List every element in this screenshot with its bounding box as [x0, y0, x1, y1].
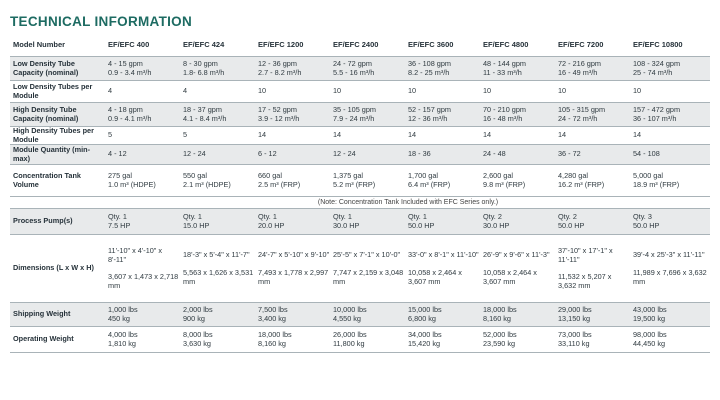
spec-cell [333, 57, 408, 81]
spec-cell [183, 57, 258, 81]
spec-row [10, 327, 710, 353]
row-label: Low Density Tube Capacity (nominal) [10, 57, 108, 81]
cell-value-secondary: 1,810 kg [108, 338, 136, 348]
cell-value-secondary: 2.7 - 8.2 m³/h [258, 67, 302, 77]
cell-value-secondary: 3,630 kg [183, 338, 211, 348]
spec-cell [258, 235, 333, 303]
cell-value-secondary: 33,110 kg [558, 338, 590, 348]
cell-value-primary: Qty. 1 [333, 212, 352, 222]
cell-value-secondary: 24 - 72 m³/h [558, 113, 598, 123]
cell-value-primary: 26,000 lbs [333, 330, 367, 340]
spec-cell [408, 127, 483, 145]
cell-value-secondary: 5.2 m³ (FRP) [333, 179, 376, 189]
spec-cell [258, 127, 333, 145]
cell-value-secondary: 6,800 kg [408, 313, 436, 323]
cell-value-primary: 14 [483, 130, 492, 140]
cell-value-secondary: 11,532 x 5,207 x 3,632 mm [558, 272, 612, 290]
cell-value-primary: 1,000 lbs [108, 305, 138, 315]
spec-cell [558, 327, 633, 353]
cell-value-primary: 14 [408, 130, 417, 140]
cell-value-primary: 4 [183, 86, 188, 96]
cell-value-primary: 10 [483, 86, 492, 96]
cell-value-primary: 24 - 72 gpm [333, 58, 372, 68]
spec-cell [258, 165, 333, 197]
cell-value-secondary: 50.0 HP [633, 220, 660, 230]
row-label: Concentration Tank Volume [10, 165, 108, 197]
cell-value-primary: 10 [258, 86, 267, 96]
spec-row [10, 127, 710, 145]
model-number-label: Model Number [10, 34, 108, 57]
cell-value-primary: 550 gal [183, 171, 207, 181]
model-header: EF/EFC 3600 [408, 34, 483, 57]
spec-cell [258, 209, 333, 235]
technical-info-table [10, 34, 710, 353]
spec-cell [408, 103, 483, 127]
cell-value-primary: Qty. 2 [483, 212, 502, 222]
cell-value-primary: 72 - 216 gpm [558, 58, 601, 68]
cell-value-primary: 10 [633, 86, 642, 96]
spec-cell [558, 103, 633, 127]
cell-value-primary: 108 - 324 gpm [633, 58, 681, 68]
spec-cell [558, 303, 633, 327]
cell-value-secondary: 7,493 x 1,778 x 2,997 mm [258, 267, 329, 286]
note-row [10, 197, 710, 209]
cell-value-secondary: 0.9 - 3.4 m³/h [108, 67, 152, 77]
spec-cell [108, 145, 183, 165]
cell-value-secondary: 25 - 74 m³/h [633, 67, 673, 77]
cell-value-primary: 14 [633, 130, 642, 140]
cell-value-secondary: 12 - 36 m³/h [408, 113, 448, 123]
spec-cell [483, 209, 558, 235]
spec-cell [183, 165, 258, 197]
cell-value-secondary: 2.5 m³ (FRP) [258, 179, 301, 189]
row-label: Module Quantity (min-max) [10, 145, 108, 165]
spec-row [10, 81, 710, 103]
row-label: Dimensions (L x W x H) [10, 235, 108, 303]
cell-value-secondary: 5.5 - 16 m³/h [333, 67, 375, 77]
cell-value-primary: 14 [333, 130, 342, 140]
spec-cell [633, 145, 710, 165]
spec-cell [333, 145, 408, 165]
cell-value-primary: 7,500 lbs [258, 305, 288, 315]
spec-cell [333, 127, 408, 145]
cell-value-secondary: 7.9 - 24 m³/h [333, 113, 375, 123]
model-header: EF/EFC 4800 [483, 34, 558, 57]
cell-value-primary: 54 - 108 [633, 149, 660, 159]
cell-value-primary: 6 - 12 [258, 149, 277, 159]
spec-cell [633, 165, 710, 197]
spec-cell [333, 165, 408, 197]
spec-cell [108, 57, 183, 81]
spec-cell [258, 57, 333, 81]
cell-value-primary: 73,000 lbs [558, 330, 592, 340]
spec-row [10, 103, 710, 127]
cell-value-primary: Qty. 2 [558, 212, 577, 222]
spec-cell [483, 145, 558, 165]
cell-value-primary: 2,000 lbs [183, 305, 213, 315]
cell-value-primary: 11'-10" x 4'-10" x 8'-11" [108, 246, 163, 264]
spec-cell [408, 57, 483, 81]
cell-value-secondary: 10,058 x 2,464 x 3,607 mm [408, 267, 462, 286]
cell-value-primary: Qty. 1 [408, 212, 427, 222]
row-label: Low Density Tubes per Module [10, 81, 108, 103]
spec-cell [408, 327, 483, 353]
cell-value-primary: 12 - 24 [333, 149, 356, 159]
cell-value-secondary: 13,150 kg [558, 313, 591, 323]
model-header: EF/EFC 7200 [558, 34, 633, 57]
spec-cell [633, 327, 710, 353]
spec-cell [183, 235, 258, 303]
spec-cell [108, 209, 183, 235]
cell-value-secondary: 3,607 x 1,473 x 2,718 mm [108, 272, 179, 290]
cell-value-secondary: 5,563 x 1,626 x 3,531 mm [183, 267, 254, 286]
spec-cell [633, 235, 710, 303]
spec-cell [558, 209, 633, 235]
cell-value-primary: 26'-9" x 9'-6" x 11'-3" [483, 250, 550, 260]
cell-value-primary: 1,375 gal [333, 171, 364, 181]
cell-value-secondary: 44,450 kg [633, 338, 666, 348]
spec-cell [483, 235, 558, 303]
spec-cell [408, 81, 483, 103]
cell-value-primary: 2,600 gal [483, 171, 514, 181]
row-label: High Density Tubes per Module [10, 127, 108, 145]
spec-cell [633, 103, 710, 127]
cell-value-secondary: 6.4 m³ (FRP) [408, 179, 451, 189]
cell-value-secondary: 7.5 HP [108, 220, 131, 230]
cell-value-secondary: 30.0 HP [333, 220, 360, 230]
cell-value-secondary: 3,400 kg [258, 313, 286, 323]
spec-cell [408, 303, 483, 327]
cell-value-primary: 37'-10" x 17'-1" x 11'-11" [558, 246, 613, 264]
cell-value-secondary: 16.2 m³ (FRP) [558, 179, 605, 189]
spec-cell [333, 235, 408, 303]
cell-value-secondary: 2.1 m³ (HDPE) [183, 179, 231, 189]
cell-value-primary: 660 gal [258, 171, 282, 181]
cell-value-primary: 52,000 lbs [483, 330, 517, 340]
cell-value-primary: 36 - 108 gpm [408, 58, 451, 68]
spec-cell [183, 303, 258, 327]
cell-value-primary: 36 - 72 [558, 149, 581, 159]
spec-cell [558, 165, 633, 197]
spec-cell [258, 145, 333, 165]
cell-value-secondary: 15,420 kg [408, 338, 441, 348]
spec-cell [483, 127, 558, 145]
cell-value-primary: 14 [558, 130, 567, 140]
spec-cell [183, 209, 258, 235]
cell-value-primary: 24 - 48 [483, 149, 506, 159]
cell-value-primary: 43,000 lbs [633, 305, 667, 315]
spec-cell [558, 81, 633, 103]
spec-cell [408, 235, 483, 303]
cell-value-primary: 10 [558, 86, 567, 96]
row-label: Shipping Weight [10, 303, 108, 327]
cell-value-primary: 14 [258, 130, 267, 140]
cell-value-secondary: 0.9 - 4.1 m³/h [108, 113, 152, 123]
cell-value-primary: 12 - 36 gpm [258, 58, 297, 68]
spec-cell [483, 165, 558, 197]
spec-cell [183, 145, 258, 165]
cell-value-primary: 4,280 gal [558, 171, 589, 181]
cell-value-primary: 24'-7" x 5'-10" x 9'-10" [258, 250, 330, 260]
spec-cell [333, 81, 408, 103]
spec-cell [633, 81, 710, 103]
cell-value-secondary: 50.0 HP [408, 220, 435, 230]
cell-value-primary: 35 - 105 gpm [333, 104, 376, 114]
row-label: Process Pump(s) [10, 209, 108, 235]
spec-cell [483, 103, 558, 127]
spec-cell [483, 57, 558, 81]
cell-value-secondary: 900 kg [183, 313, 205, 323]
spec-cell [408, 209, 483, 235]
cell-value-primary: 10 [408, 86, 417, 96]
cell-value-primary: 10,000 lbs [333, 305, 367, 315]
cell-value-secondary: 11,800 kg [333, 338, 365, 348]
spec-cell [258, 103, 333, 127]
cell-value-primary: 15,000 lbs [408, 305, 442, 315]
cell-value-primary: 5,000 gal [633, 171, 664, 181]
spec-cell [108, 81, 183, 103]
cell-value-secondary: 8,160 kg [258, 338, 286, 348]
spec-cell [483, 81, 558, 103]
cell-value-primary: 52 - 157 gpm [408, 104, 451, 114]
spec-row [10, 57, 710, 81]
cell-value-secondary: 50.0 HP [558, 220, 585, 230]
cell-value-secondary: 19,500 kg [633, 313, 666, 323]
cell-value-secondary: 11,989 x 7,696 x 3,632 mm [633, 267, 707, 286]
spec-cell [558, 127, 633, 145]
spec-cell [633, 57, 710, 81]
cell-value-secondary: 3.9 - 12 m³/h [258, 113, 300, 123]
model-header: EF/EFC 10800 [633, 34, 710, 57]
spec-cell [258, 81, 333, 103]
note-spacer [10, 197, 108, 209]
spec-cell [558, 145, 633, 165]
cell-value-primary: 4 - 15 gpm [108, 58, 143, 68]
spec-cell [483, 303, 558, 327]
cell-value-primary: 39'-4 x 25'-3" x 11'-11" [633, 250, 705, 260]
spec-cell [108, 303, 183, 327]
spec-row [10, 235, 710, 303]
cell-value-primary: 18'-3" x 5'-4" x 11'-7" [183, 250, 250, 260]
cell-value-secondary: 20.0 HP [258, 220, 285, 230]
cell-value-primary: Qty. 1 [258, 212, 277, 222]
cell-value-primary: 4,000 lbs [108, 330, 138, 340]
spec-cell [183, 127, 258, 145]
spec-cell [183, 103, 258, 127]
cell-value-primary: 4 [108, 86, 113, 96]
cell-value-primary: 17 - 52 gpm [258, 104, 297, 114]
spec-cell [108, 165, 183, 197]
cell-value-primary: 25'-5" x 7'-1" x 10'-0" [333, 250, 401, 260]
spec-cell [108, 127, 183, 145]
spec-cell [558, 235, 633, 303]
cell-value-primary: 29,000 lbs [558, 305, 592, 315]
spec-cell [333, 209, 408, 235]
spec-row [10, 145, 710, 165]
cell-value-secondary: 36 - 107 m³/h [633, 113, 677, 123]
spec-cell [408, 145, 483, 165]
cell-value-primary: Qty. 1 [183, 212, 202, 222]
cell-value-secondary: 4.1 - 8.4 m³/h [183, 113, 227, 123]
cell-value-primary: 18 - 36 [408, 149, 431, 159]
spec-cell [483, 327, 558, 353]
spec-cell [558, 57, 633, 81]
spec-cell [333, 103, 408, 127]
cell-value-secondary: 9.8 m³ (FRP) [483, 179, 526, 189]
spec-cell [108, 103, 183, 127]
cell-value-primary: 18 - 37 gpm [183, 104, 222, 114]
row-label: High Density Tube Capacity (nominal) [10, 103, 108, 127]
cell-value-secondary: 8.2 - 25 m³/h [408, 67, 450, 77]
spec-row [10, 303, 710, 327]
spec-cell [108, 327, 183, 353]
spec-cell [333, 303, 408, 327]
spec-cell [183, 81, 258, 103]
cell-value-primary: 48 - 144 gpm [483, 58, 526, 68]
spec-cell [258, 303, 333, 327]
cell-value-primary: 34,000 lbs [408, 330, 442, 340]
cell-value-secondary: 1.0 m³ (HDPE) [108, 179, 156, 189]
cell-value-secondary: 450 kg [108, 313, 130, 323]
cell-value-secondary: 10,058 x 2,464 x 3,607 mm [483, 267, 537, 286]
cell-value-primary: 1,700 gal [408, 171, 439, 181]
cell-value-primary: 70 - 210 gpm [483, 104, 526, 114]
spec-cell [408, 165, 483, 197]
cell-value-secondary: 15.0 HP [183, 220, 210, 230]
cell-value-primary: 8 - 30 gpm [183, 58, 218, 68]
cell-value-secondary: 23,590 kg [483, 338, 516, 348]
cell-value-primary: 18,000 lbs [483, 305, 517, 315]
cell-value-secondary: 7,747 x 2,159 x 3,048 mm [333, 267, 404, 286]
cell-value-primary: 4 - 18 gpm [108, 104, 143, 114]
spec-cell [108, 235, 183, 303]
cell-value-secondary: 16 - 48 m³/h [483, 113, 523, 123]
cell-value-primary: 18,000 lbs [258, 330, 292, 340]
page-title: TECHNICAL INFORMATION [10, 14, 193, 29]
spec-cell [258, 327, 333, 353]
cell-value-primary: 33'-0" x 8'-1" x 11'-10" [408, 250, 479, 260]
spec-cell [183, 327, 258, 353]
cell-value-secondary: 4,550 kg [333, 313, 361, 323]
cell-value-primary: Qty. 1 [108, 212, 127, 222]
header-row [10, 34, 710, 57]
cell-value-secondary: 16 - 49 m³/h [558, 67, 598, 77]
spec-cell [633, 303, 710, 327]
cell-value-secondary: 8,160 kg [483, 313, 511, 323]
cell-value-primary: 10 [333, 86, 342, 96]
model-header: EF/EFC 2400 [333, 34, 408, 57]
cell-value-primary: 8,000 lbs [183, 330, 213, 340]
tank-note: (Note: Concentration Tank Included with EFC Series only.) [108, 197, 710, 209]
cell-value-secondary: 18.9 m³ (FRP) [633, 179, 680, 189]
spec-cell [333, 327, 408, 353]
model-header: EF/EFC 424 [183, 34, 258, 57]
cell-value-primary: 5 [183, 130, 188, 140]
cell-value-primary: 4 - 12 [108, 149, 127, 159]
spec-row [10, 209, 710, 235]
cell-value-primary: 12 - 24 [183, 149, 206, 159]
cell-value-secondary: 11 - 33 m³/h [483, 67, 522, 77]
row-label: Operating Weight [10, 327, 108, 353]
cell-value-primary: Qty. 3 [633, 212, 652, 222]
cell-value-primary: 98,000 lbs [633, 330, 667, 340]
cell-value-primary: 157 - 472 gpm [633, 104, 681, 114]
spec-cell [633, 127, 710, 145]
cell-value-primary: 275 gal [108, 171, 132, 181]
cell-value-primary: 105 - 315 gpm [558, 104, 606, 114]
cell-value-secondary: 30.0 HP [483, 220, 510, 230]
model-header: EF/EFC 1200 [258, 34, 333, 57]
model-header: EF/EFC 400 [108, 34, 183, 57]
spec-cell [633, 209, 710, 235]
cell-value-secondary: 1.8- 6.8 m³/h [183, 67, 225, 77]
spec-row [10, 165, 710, 197]
cell-value-primary: 5 [108, 130, 113, 140]
